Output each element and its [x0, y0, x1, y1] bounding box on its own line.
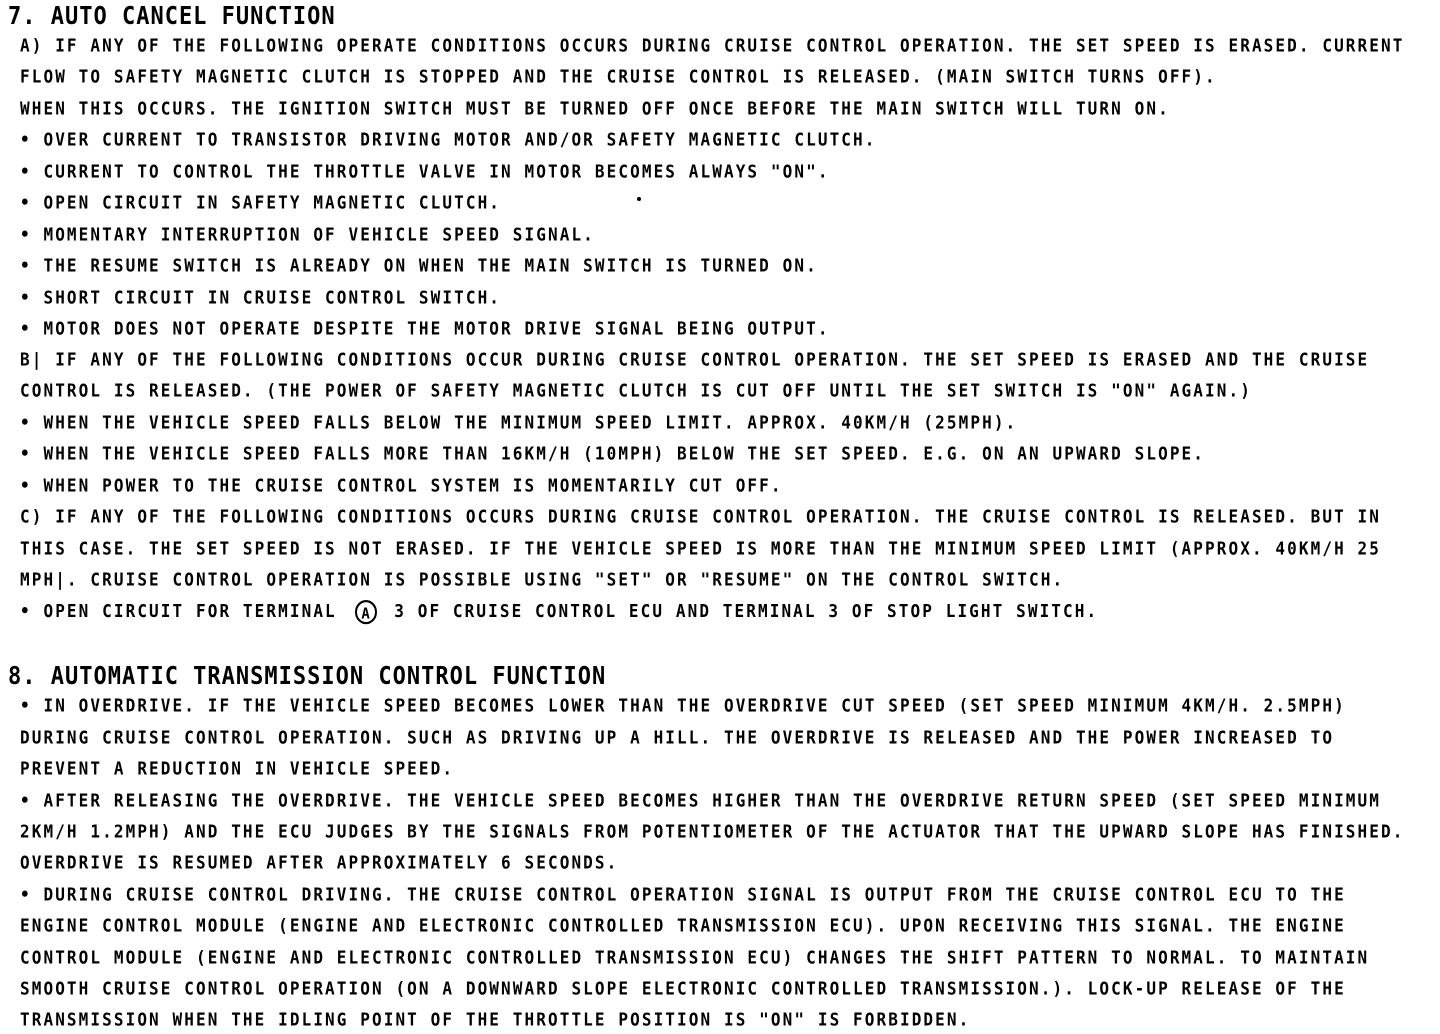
terminal-line-before: • OPEN CIRCUIT FOR TERMINAL	[20, 600, 337, 622]
section-7-line: A) IF ANY OF THE FOLLOWING OPERATE CONDITIONS OCCURS DURING CRUISE CONTROL OPERATION. THE SET SPEED IS ERASED. CURRENT	[20, 35, 1405, 56]
section-7-heading: 7. AUTO CANCEL FUNCTION	[8, 2, 336, 31]
section-7-bullet: • MOTOR DOES NOT OPERATE DESPITE THE MOTOR DRIVE SIGNAL BEING OUTPUT.	[20, 318, 830, 339]
section-7-line: CONTROL IS RELEASED. (THE POWER OF SAFETY MAGNETIC CLUTCH IS CUT OFF UNTIL THE SET SWITCH IS "ON" AGAIN.)	[20, 380, 1252, 401]
section-8-line: CONTROL MODULE (ENGINE AND ELECTRONIC CONTROLLED TRANSMISSION ECU) CHANGES THE SHIFT PATTERN TO NORMAL. TO MAINTAIN	[20, 947, 1370, 968]
section-7-line: B| IF ANY OF THE FOLLOWING CONDITIONS OCCUR DURING CRUISE CONTROL OPERATION. THE SET SPEED IS ERASED AND THE CRUISE	[20, 349, 1370, 370]
section-8-line: TRANSMISSION WHEN THE IDLING POINT OF THE THROTTLE POSITION IS "ON" IS FORBIDDEN.	[20, 1009, 971, 1030]
section-8-line: ENGINE CONTROL MODULE (ENGINE AND ELECTRONIC CONTROLLED TRANSMISSION ECU). UPON RECEIVING THIS SIGNAL. THE ENGINE	[20, 915, 1346, 936]
section-8-line: PREVENT A REDUCTION IN VEHICLE SPEED.	[20, 758, 455, 779]
section-7-bullet: • OPEN CIRCUIT IN SAFETY MAGNETIC CLUTCH.	[20, 192, 502, 213]
section-7-bullet: • WHEN THE VEHICLE SPEED FALLS MORE THAN 16KM/H (10MPH) BELOW THE SET SPEED. E.G. ON AN UPWARD SLOPE.	[20, 443, 1206, 464]
terminal-line-after: 3 OF CRUISE CONTROL ECU AND TERMINAL 3 OF STOP LIGHT SWITCH.	[394, 600, 1099, 622]
section-7-line: THIS CASE. THE SET SPEED IS NOT ERASED. IF THE VEHICLE SPEED IS MORE THAN THE MINIMUM SPEED LIMIT (APPROX. 40KM/H 25	[20, 538, 1382, 559]
section-7-line: FLOW TO SAFETY MAGNETIC CLUTCH IS STOPPED AND THE CRUISE CONTROL IS RELEASED. (MAIN SWITCH TURNS OFF).	[20, 66, 1217, 87]
stray-dot	[637, 197, 641, 201]
section-7-bullet: • MOMENTARY INTERRUPTION OF VEHICLE SPEED SIGNAL.	[20, 224, 595, 245]
section-7-line: WHEN THIS OCCURS. THE IGNITION SWITCH MUST BE TURNED OFF ONCE BEFORE THE MAIN SWITCH WILL TURN ON.	[20, 98, 1170, 119]
section-8-line: DURING CRUISE CONTROL OPERATION. SUCH AS DRIVING UP A HILL. THE OVERDRIVE IS RELEASED AND THE POWER INCREASED TO	[20, 727, 1335, 748]
section-8-heading: 8. AUTOMATIC TRANSMISSION CONTROL FUNCTION	[8, 662, 607, 691]
section-7-bullet: • CURRENT TO CONTROL THE THROTTLE VALVE IN MOTOR BECOMES ALWAYS "ON".	[20, 161, 830, 182]
section-7-line: MPH|. CRUISE CONTROL OPERATION IS POSSIBLE USING "SET" OR "RESUME" ON THE CONTROL SWITCH.	[20, 569, 1065, 590]
section-7-bullet-terminal	[20, 600, 1098, 624]
terminal-a-circle-icon: A	[355, 600, 377, 624]
section-8-bullet: • AFTER RELEASING THE OVERDRIVE. THE VEHICLE SPEED BECOMES HIGHER THAN THE OVERDRIVE RETURN SPEED (SET SPEED MINIMUM	[20, 790, 1382, 811]
section-7-bullet: • WHEN POWER TO THE CRUISE CONTROL SYSTEM IS MOMENTARILY CUT OFF.	[20, 475, 783, 496]
section-7-bullet: • WHEN THE VEHICLE SPEED FALLS BELOW THE MINIMUM SPEED LIMIT. APPROX. 40KM/H (25MPH).	[20, 412, 1018, 433]
section-7-bullet: • THE RESUME SWITCH IS ALREADY ON WHEN THE MAIN SWITCH IS TURNED ON.	[20, 255, 818, 276]
section-8-line: 2KM/H 1.2MPH) AND THE ECU JUDGES BY THE SIGNALS FROM POTENTIOMETER OF THE ACTUATOR THAT THE UPWARD SLOPE HAS FINISHED.	[20, 821, 1405, 842]
section-8-line: OVERDRIVE IS RESUMED AFTER APPROXIMATELY 6 SECONDS.	[20, 852, 619, 873]
section-7-line: C) IF ANY OF THE FOLLOWING CONDITIONS OCCURS DURING CRUISE CONTROL OPERATION. THE CRUISE CONTROL IS RELEASED. BUT IN	[20, 506, 1382, 527]
section-8-bullet: • IN OVERDRIVE. IF THE VEHICLE SPEED BECOMES LOWER THAN THE OVERDRIVE CUT SPEED (SET SPEED MINIMUM 4KM/H. 2.5MPH)	[20, 695, 1346, 716]
section-8-bullet: • DURING CRUISE CONTROL DRIVING. THE CRUISE CONTROL OPERATION SIGNAL IS OUTPUT FROM THE CRUISE CONTROL ECU TO THE	[20, 884, 1346, 905]
section-7-bullet: • OVER CURRENT TO TRANSISTOR DRIVING MOTOR AND/OR SAFETY MAGNETIC CLUTCH.	[20, 129, 877, 150]
section-7-bullet: • SHORT CIRCUIT IN CRUISE CONTROL SWITCH.	[20, 287, 502, 308]
section-8-line: SMOOTH CRUISE CONTROL OPERATION (ON A DOWNWARD SLOPE ELECTRONIC CONTROLLED TRANSMISSION.). LOCK-UP RELEASE OF THE	[20, 978, 1346, 999]
